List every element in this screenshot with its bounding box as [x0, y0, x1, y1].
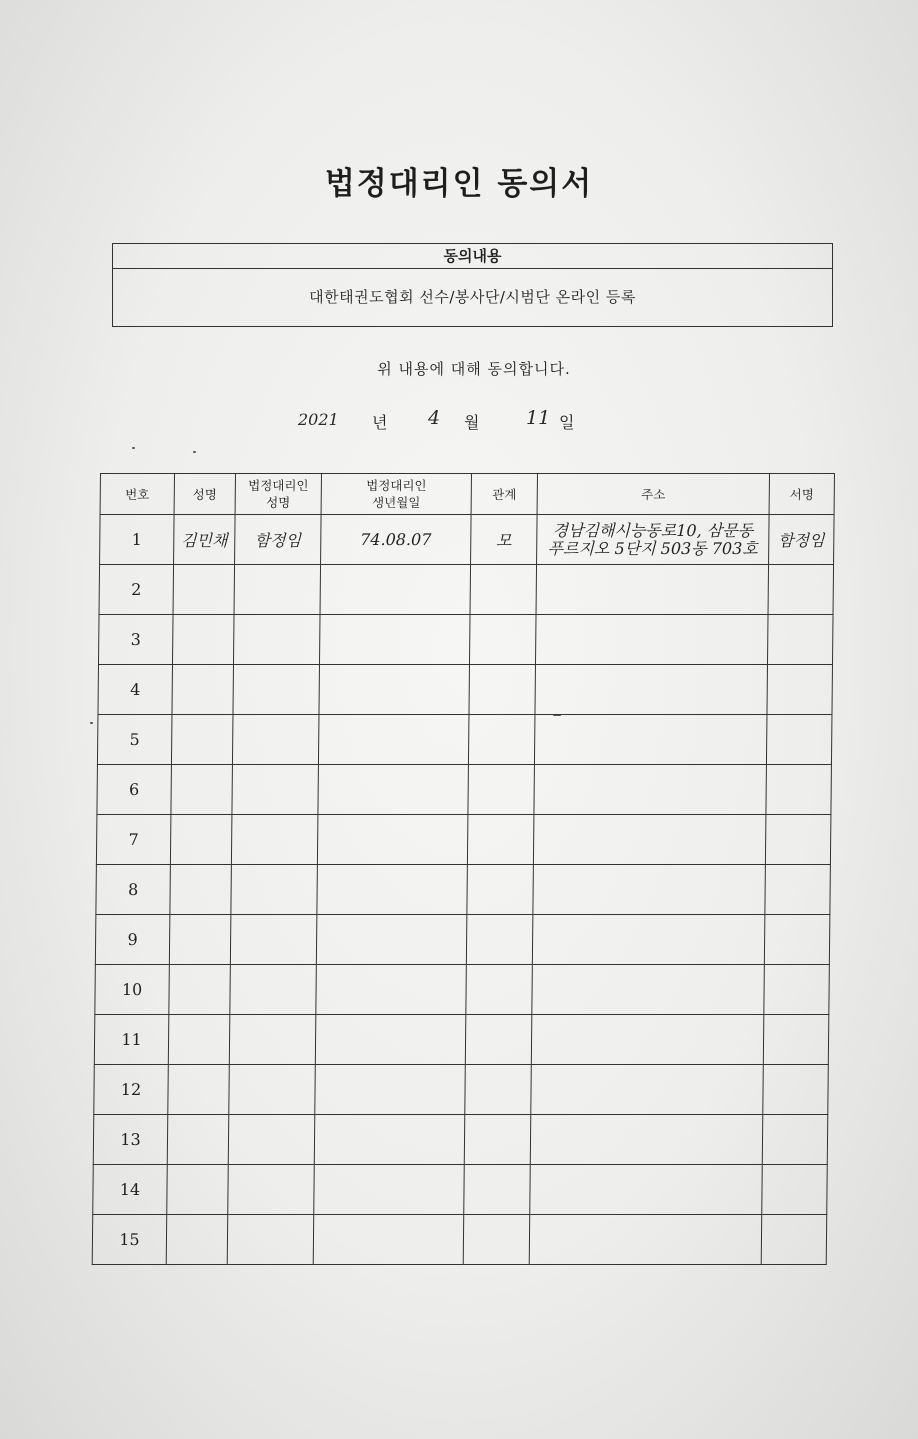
row-number: 5	[97, 715, 172, 765]
date-month: 4	[428, 407, 441, 429]
header-address: 주소	[537, 474, 769, 515]
header-guardian-birth-line1: 법정대리인	[366, 478, 427, 493]
table-row	[96, 815, 831, 865]
row-number: 12	[94, 1065, 169, 1115]
page-title: 법정대리인 동의서	[324, 166, 594, 202]
agreement-statement: 위 내용에 대해 동의합니다.	[377, 360, 571, 378]
table-row	[97, 765, 832, 815]
guardian-name: 함정임	[235, 515, 322, 565]
row-number: 1	[100, 515, 175, 565]
scan-speck	[90, 722, 93, 724]
row-number: 13	[93, 1115, 168, 1165]
row-number: 4	[98, 665, 173, 715]
header-guardian-name-line1: 법정대리인	[248, 478, 309, 493]
scan-speck	[132, 447, 135, 449]
date-day: 11	[526, 407, 551, 429]
row-number: 11	[94, 1015, 169, 1065]
row-number: 3	[98, 615, 173, 665]
address-line1: 경남김해시능동로10, 삼문동	[552, 520, 754, 540]
row-number: 8	[96, 865, 171, 915]
table-row	[93, 1165, 828, 1215]
consent-text: 대한태권도협회 선수/봉사단/시범단 온라인 등록	[309, 288, 636, 306]
row-number: 6	[97, 765, 172, 815]
header-guardian-name-line2: 성명	[266, 495, 291, 510]
table-row	[92, 1215, 827, 1265]
consent-heading: 동의내용	[113, 244, 832, 269]
table-row	[94, 1015, 829, 1065]
table-row	[96, 865, 831, 915]
header-signature: 서명	[769, 474, 834, 515]
guardian-birthdate: 74.08.07	[321, 515, 472, 565]
address-line2: 푸르지오 5단지 503동 703호	[547, 538, 758, 558]
table-row	[98, 665, 833, 715]
date-year: 2021	[298, 410, 339, 429]
address	[537, 515, 770, 565]
signature: 함정임	[769, 515, 835, 565]
table-row	[93, 1115, 828, 1165]
row-number: 9	[95, 915, 170, 965]
header-guardian-birth	[321, 474, 471, 515]
header-relation: 관계	[471, 474, 537, 515]
consent-box	[112, 243, 833, 327]
row-number: 2	[99, 565, 174, 615]
date-year-unit: 년	[372, 413, 388, 432]
header-guardian-name	[235, 474, 321, 515]
relation: 모	[471, 515, 538, 565]
header-name: 성명	[174, 474, 235, 515]
registration-table-area	[92, 473, 836, 1275]
table-row	[94, 1065, 829, 1115]
registration-table	[92, 473, 835, 1265]
table-row	[95, 965, 830, 1015]
row-number: 7	[96, 815, 171, 865]
scan-speck	[193, 451, 196, 453]
member-name: 김민채	[174, 515, 236, 565]
date-day-unit: 일	[559, 413, 575, 432]
row-number: 15	[92, 1215, 167, 1265]
table-row	[100, 515, 835, 565]
row-number: 14	[93, 1165, 168, 1215]
table-row	[95, 915, 830, 965]
table-row	[98, 615, 833, 665]
row-number: 10	[95, 965, 170, 1015]
table-row	[97, 715, 832, 765]
table-header-row	[100, 474, 834, 515]
table-row	[99, 565, 834, 615]
header-guardian-birth-line2: 생년월일	[371, 495, 421, 510]
date-month-unit: 월	[464, 413, 480, 432]
header-no: 번호	[100, 474, 174, 515]
